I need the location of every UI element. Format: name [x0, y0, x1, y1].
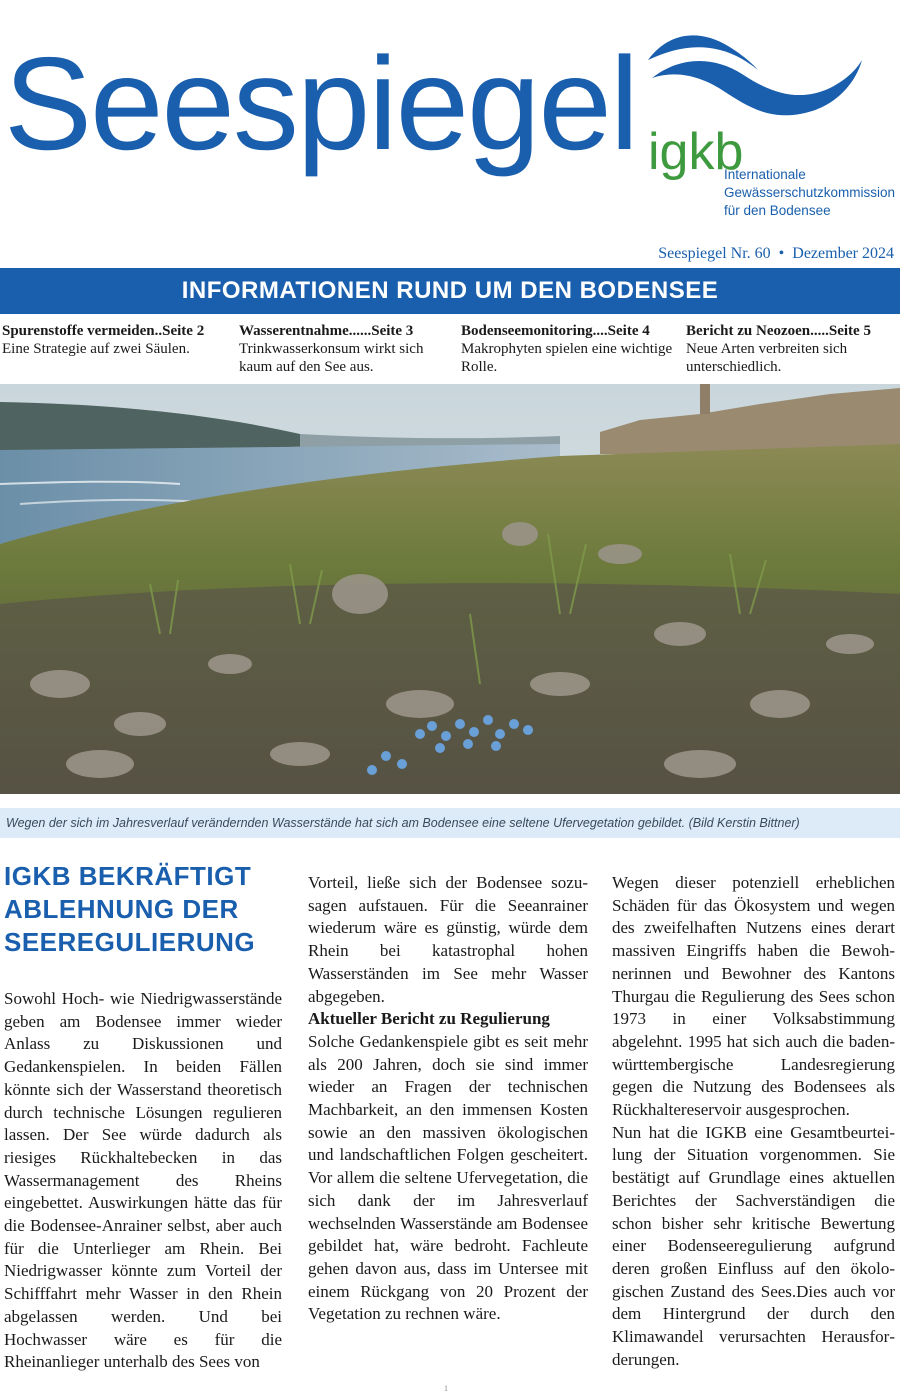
- teaser-item[interactable]: [239, 322, 449, 376]
- igkb-logo: [640, 26, 896, 226]
- page-number: 1: [444, 1384, 448, 1392]
- lakeshore-photo: [0, 384, 900, 794]
- teaser-row: [0, 322, 900, 382]
- teaser-item[interactable]: [2, 322, 228, 358]
- article-paragraph: Vorteil, ließe sich der Bodensee sozusagen aufstauen. Für die Seeanrainer wiederum wäre es günstig, würde dem Rhein bei katastrophal hohen Wasserständen im See mehr Wasser abgegeben.: [308, 873, 588, 1006]
- logo-org-name: Internationale Gewässerschutzkommission für den Bodensee: [724, 167, 896, 218]
- article-paragraph: Nun hat die IGKB eine Gesamtbeurteilung der Situation vorgenommen. Sie bestätigt auf Grundlage eines aktuellen Berichtes der Sachverständigen die schon bisher sehr kritische Bewertung einer Bodenseeregulierung aufgrund deren großen Einfluss auf den ökologischen Zustand des Sees.Dies auch vor dem Hintergrund der durch den Klimawandel verursachten Herausforderungen.: [612, 1122, 895, 1369]
- teaser-title: Spurenstoffe vermeiden..Seite 2: [2, 323, 205, 339]
- issue-info: Seespiegel Nr. 60 • Dezember 2024: [658, 245, 894, 262]
- teaser-text: Neue Arten verbreiten sich unterschiedlich.: [686, 341, 848, 375]
- article-paragraph: Wegen dieser potenziell erheblichen Schäden für das Ökosystem und wegen des zweifelhaften Nutzens eines derart massiven Eingriffs haben die Bewohnerinnen und Bewohner des Kantons Thurgau die Regulierung des Sees schon 1973 in einer Volksabstimmung abgelehnt. 1995 hat sich auch die baden-württembergische Landesregierung gegen die Nutzung des Bodensees als Rückhaltereservoir ausgesprochen.: [612, 873, 895, 1120]
- article-column-1: [4, 988, 282, 1374]
- article-paragraph: Sowohl Hoch- wie Niedrigwasserstände geben am Bodensee immer wieder Anlass zu Diskussionen und Gedankenspielen. In beiden Fällen könnte sich der Wasserstand theoretisch durch technische Lösungen regulieren lassen. Der See würde dadurch als riesiges Rückhaltebecken in das Wassermanagement des Rheins eingebettet. Auswirkungen hätte das für die Bodensee-Anrainer selbst, aber auch für die Unterlieger am Rhein. Bei Niedrigwasser könnte zum Vorteil der Schifffahrt mehr Wasser in den Rhein abgelassen werden. Und bei Hochwasser wäre es für die Rheinanlieger unterhalb des Sees von: [4, 989, 282, 1372]
- section-banner: INFORMATIONEN RUND UM DEN BODENSEE: [0, 268, 900, 314]
- teaser-title: Wasserentnahme......Seite 3: [239, 323, 414, 339]
- article-column-2: [308, 872, 588, 1326]
- teaser-title: Bericht zu Neozoen.....Seite 5: [686, 323, 871, 339]
- teaser-title: Bodenseemonitoring....Seite 4: [461, 323, 650, 339]
- newsletter-title: Seespiegel: [4, 30, 638, 177]
- teaser-item[interactable]: [461, 322, 675, 376]
- photo-caption: Wegen der sich im Jahresverlauf verändernden Wasserstände hat sich am Bodensee eine seltene Ufervegetation gebildet. (Bild Kerstin Bittner): [0, 808, 900, 838]
- teaser-text: Eine Strategie auf zwei Säulen.: [2, 341, 190, 357]
- logo-wordmark: igkb: [648, 123, 744, 181]
- article-paragraph: Solche Gedankenspiele gibt es seit mehr als 200 Jahren, doch sie sind immer wieder an Fragen der technischen Machbarkeit, an den immensen Kosten sowie an den massiven ökologischen und landschaftlichen Folgen gescheitert. Vor allem die seltene Ufervegetation, die sich dank der im Jahresverlauf wechselnden Wasserstände am Bodensee gebildet hat, wäre bedroht. Fachleute gehen davon aus, dass im Untersee mit einem Rückgang von 20 Prozent der Vegetation zu rechnen wäre.: [308, 1031, 588, 1324]
- wave-icon: [640, 26, 866, 126]
- teaser-text: Trinkwasserkonsum wirkt sich kaum auf den See aus.: [239, 341, 424, 375]
- teaser-item[interactable]: [686, 322, 898, 376]
- article-headline: IGKB BEKRÄFTIGT ABLEHNUNG DER SEEREGULIERUNG: [4, 861, 256, 957]
- teaser-text: Makrophyten spielen eine wichtige Rolle.: [461, 341, 673, 375]
- article-column-3: [612, 872, 895, 1371]
- article-subheading: Aktueller Bericht zu Regulierung: [308, 1009, 550, 1029]
- masthead: [0, 0, 900, 240]
